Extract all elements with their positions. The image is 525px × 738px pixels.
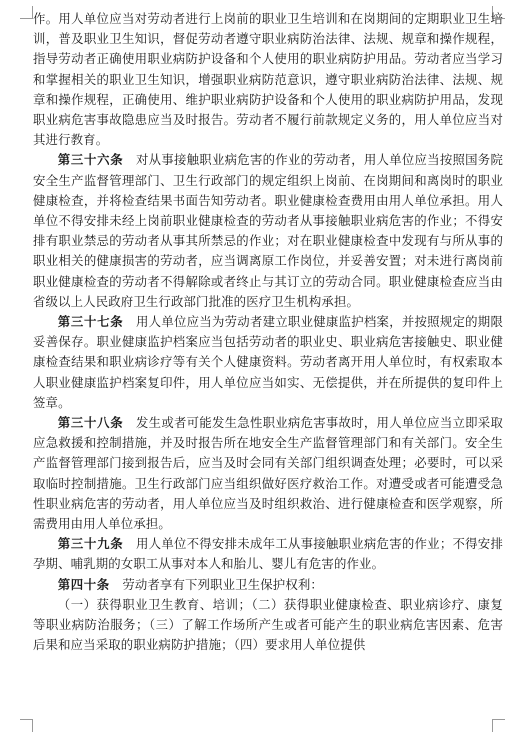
article-37 bbox=[33, 312, 503, 413]
article-number: 第四十条 bbox=[57, 576, 110, 592]
article-number: 第三十六条 bbox=[57, 152, 124, 168]
paragraph-continuation bbox=[33, 9, 503, 150]
article-number: 第三十九条 bbox=[57, 536, 124, 552]
document-body bbox=[33, 9, 503, 656]
paragraph-text: 用人单位应当为劳动者建立职业健康监护档案，并按照规定的期限妥善保存。职业健康监护档案应当包括劳动者的职业史、职业病危害接触史、职业健康检查结果和职业病诊疗等有关个人健康资料。劳动者离开用人单位时，有权索取本人职业健康监护档案复印件，用人单位应当如实、无偿提供，并在所提供的复印件上签章。 bbox=[33, 314, 504, 410]
paragraph-text: 对从事接触职业病危害的作业的劳动者，用人单位应当按照国务院安全生产监督管理部门、卫生行政部门的规定组织上岗前、在岗期间和离岗时的职业健康检查，并将检查结果书面告知劳动者。职业健康检查费用由用人单位承担。用人单位不得安排未经上岗前职业健康检查的劳动者从事接触职业病危害的作业；不得安排有职业禁忌的劳动者从事其所禁忌的作业；对在职业健康检查中发现有与所从事的职业相关的健康损害的劳动者，应当调离原工作岗位，并妥善安置；对未进行离岗前职业健康检查的劳动者不得解除或者终止与其订立的劳动合同。职业健康检查应当由省级以上人民政府卫生行政部门批准的医疗卫生机构承担。 bbox=[33, 152, 504, 309]
article-40-rights-list bbox=[33, 595, 503, 656]
page-corner-mark-bottom-left bbox=[20, 719, 33, 732]
article-40 bbox=[33, 575, 503, 595]
article-38 bbox=[33, 413, 503, 534]
article-number: 第三十八条 bbox=[57, 415, 124, 431]
page-corner-mark-top-left bbox=[20, 6, 33, 19]
page-corner-mark-bottom-right bbox=[492, 719, 505, 732]
article-39 bbox=[33, 534, 503, 574]
paragraph-text: 发生或者可能发生急性职业病危害事故时，用人单位应当立即采取应急救援和控制措施，并及时报告所在地安全生产监督管理部门和有关部门。安全生产监督管理部门接到报告后，应当及时会同有关部门组织调查处理；必要时，可以采取临时控制措施。卫生行政部门应当组织做好医疗救治工作。对遭受或者可能遭受急性职业病危害的劳动者，用人单位应当及时组织救治、进行健康检查和医学观察，所需费用由用人单位承担。 bbox=[33, 415, 504, 532]
paragraph-text: 作。用人单位应当对劳动者进行上岗前的职业卫生培训和在岗期间的定期职业卫生培训，普及职业卫生知识，督促劳动者遵守职业病防治法律、法规、规章和操作规程，指导劳动者正确使用职业病防护设备和个人使用的职业病防护用品。劳动者应当学习和掌握相关的职业卫生知识，增强职业病防范意识，遵守职业病防治法律、法规、规章和操作规程，正确使用、维护职业病防护设备和个人使用的职业病防护用品，发现职业病危害事故隐患应当及时报告。劳动者不履行前款规定义务的，用人单位应当对其进行教育。 bbox=[33, 11, 503, 148]
paragraph-text: （一）获得职业卫生教育、培训；（二）获得职业健康检查、职业病诊疗、康复等职业病防治服务；（三）了解工作场所产生或者可能产生的职业病危害因素、危害后果和应当采取的职业病防护措施；（四）要求用人单位提供 bbox=[33, 596, 503, 653]
paragraph-text: 劳动者享有下列职业卫生保护权利： bbox=[122, 576, 323, 592]
article-number: 第三十七条 bbox=[57, 314, 124, 330]
paragraph-text: 用人单位不得安排未成年工从事接触职业病危害的作业；不得安排孕期、哺乳期的女职工从事对本人和胎儿、婴儿有危害的作业。 bbox=[33, 536, 504, 572]
article-36 bbox=[33, 150, 503, 312]
